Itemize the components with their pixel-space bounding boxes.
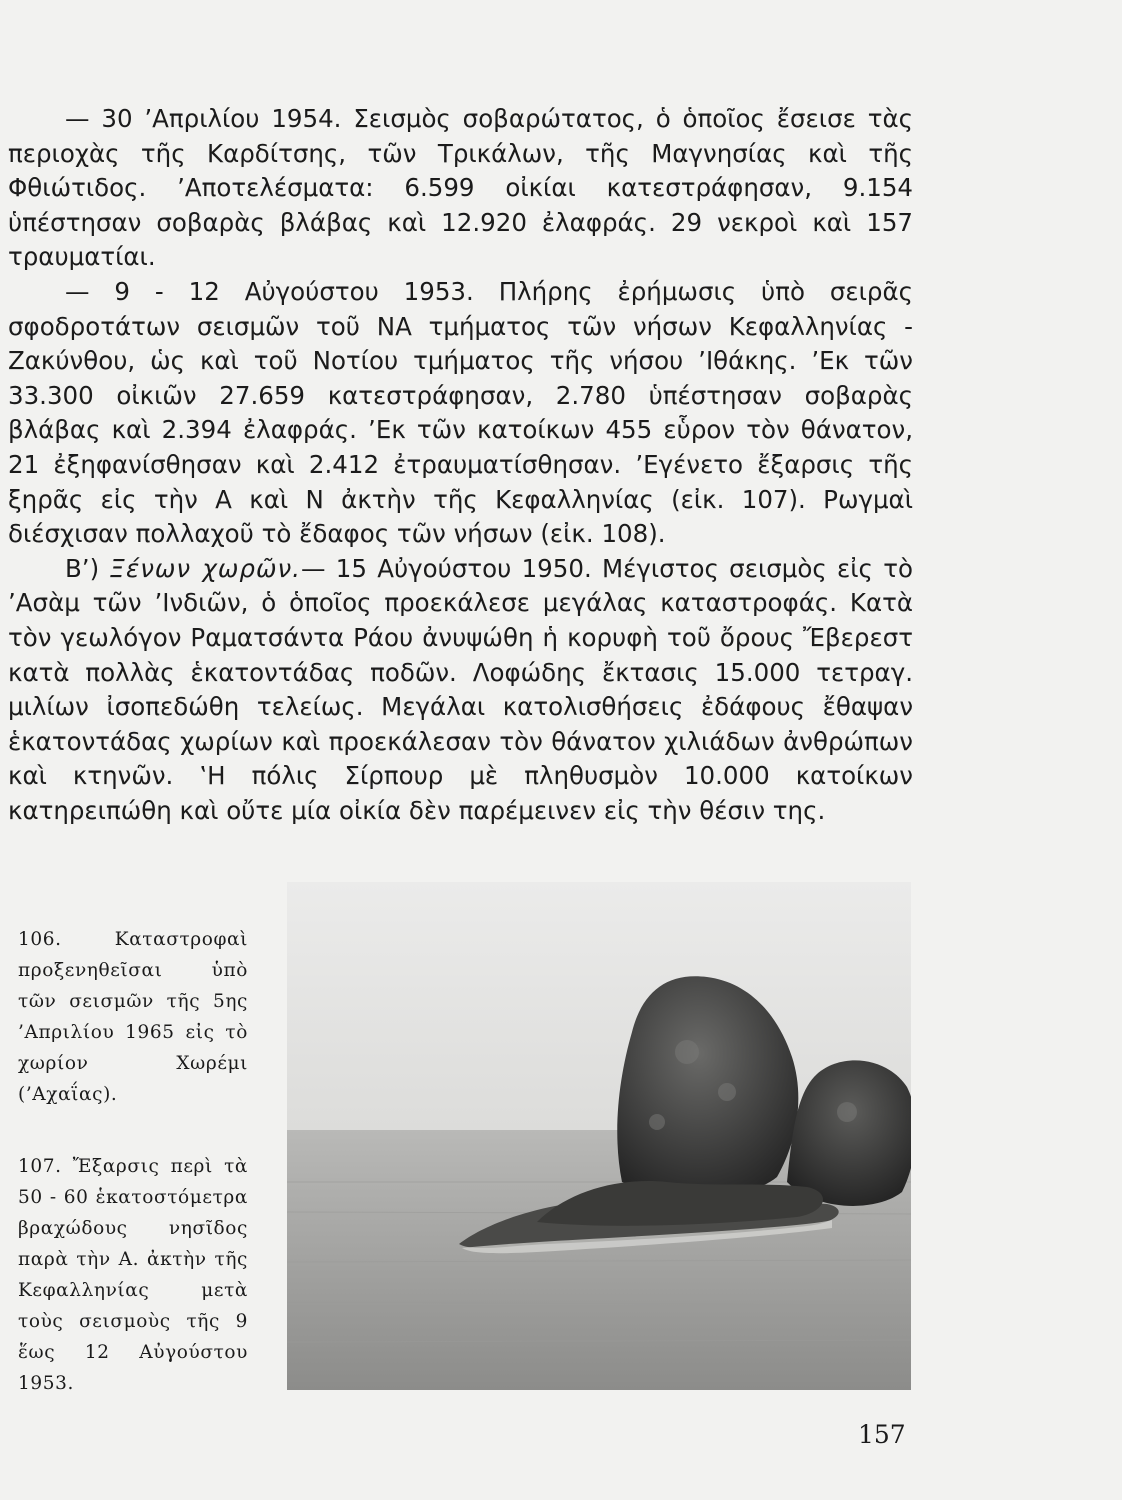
section-prefix: Β’) xyxy=(65,553,110,583)
section-heading: Ξένων χωρῶν. xyxy=(109,553,301,583)
paragraph-foreign-countries xyxy=(8,552,913,829)
main-text-block xyxy=(8,102,913,828)
paragraph-1953-earthquake: — 9 - 12 Αὐγούστου 1953. Πλήρης ἐρήμωσις ὑπὸ σειρᾶς σφοδροτάτων σεισμῶν τοῦ ΝΑ τμήματος τῶν νήσων Κεφαλληνίας - Ζακύνθου, ὡς καὶ τοῦ Νοτίου τμήματος τῆς νήσου ’Ιθάκης. ’Εκ τῶν 33.300 οἰκιῶν 27.659 κατεστράφησαν, 2.780 ὑπέστησαν σοβαρὰς βλάβας καὶ 2.394 ἐλαφράς. ’Εκ τῶν κατοίκων 455 εὗρον τὸν θάνατον, 21 ἐξηφανίσθησαν καὶ 2.412 ἐτραυματίσθησαν. ’Εγένετο ἔξαρσις τῆς ξηρᾶς εἰς τὴν Α καὶ Ν ἀκτὴν τῆς Κεφαλληνίας (εἰκ. 107). Ρωγμαὶ διέσχισαν πολλαχοῦ τὸ ἔδαφος τῶν νήσων (εἰκ. 108). xyxy=(8,276,913,549)
photo-rock-islet xyxy=(287,882,911,1390)
caption-106: 106. Καταστροφαὶ προξενηθεῖσαι ὑπὸ τῶν σεισμῶν τῆς 5ης ’Απριλίου 1965 εἰς τὸ χωρίον Χωρέμι (’Αχαΐας). xyxy=(18,929,248,1105)
page-number: 157 xyxy=(858,1420,906,1449)
paragraph-1950-earthquake: — 15 Αὐγούστου 1950. Μέγιστος σεισμὸς εἰς τὸ ’Ασὰμ τῶν ’Ινδιῶν, ὁ ὁποῖος προεκάλεσε μεγάλας καταστροφάς. Κατὰ τὸν γεωλόγον Ραματσάντα Ράου ἀνυψώθη ἡ κορυφὴ τοῦ ὄρους Ἔβερεστ κατὰ πολλὰς ἑκατοντάδας ποδῶν. Λοφώδης ἔκτασις 15.000 τετραγ. μιλίων ἰσοπεδώθη τελείως. Μεγάλαι κατολισθήσεις ἐδάφους ἔθαψαν ἑκατοντάδας χωρίων καὶ προεκάλεσαν τὸν θάνατον χιλιάδων ἀνθρώπων καὶ κτηνῶν. ‛Η πόλις Σίρπουρ μὲ πληθυσμὸν 10.000 κατοίκων κατηρειπώθη καὶ οὔτε μία οἰκία δὲν παρέμεινεν εἰς τὴν θέσιν της. xyxy=(8,553,913,825)
caption-107: 107. Ἔξαρσις περὶ τὰ 50 - 60 ἑκατοστόμετρα βραχώδους νησῖδος παρὰ τὴν Α. ἀκτὴν τῆς Κεφαλληνίας μετὰ τοὺς σεισμοὺς τῆς 9 ἕως 12 Αὐγούστου 1953. xyxy=(18,1156,248,1394)
paragraph-1954-earthquake: — 30 ’Απριλίου 1954. Σεισμὸς σοβαρώτατος, ὁ ὁποῖος ἔσεισε τὰς περιοχὰς τῆς Καρδίτσης, τῶν Τρικάλων, τῆς Μαγνησίας καὶ τῆς Φθιώτιδος. ’Αποτελέσματα: 6.599 οἰκίαι κατεστράφησαν, 9.154 ὑπέστησαν σοβαρὰς βλάβας καὶ 12.920 ἐλαφράς. 29 νεκροὶ καὶ 157 τραυματίαι. xyxy=(8,104,913,272)
